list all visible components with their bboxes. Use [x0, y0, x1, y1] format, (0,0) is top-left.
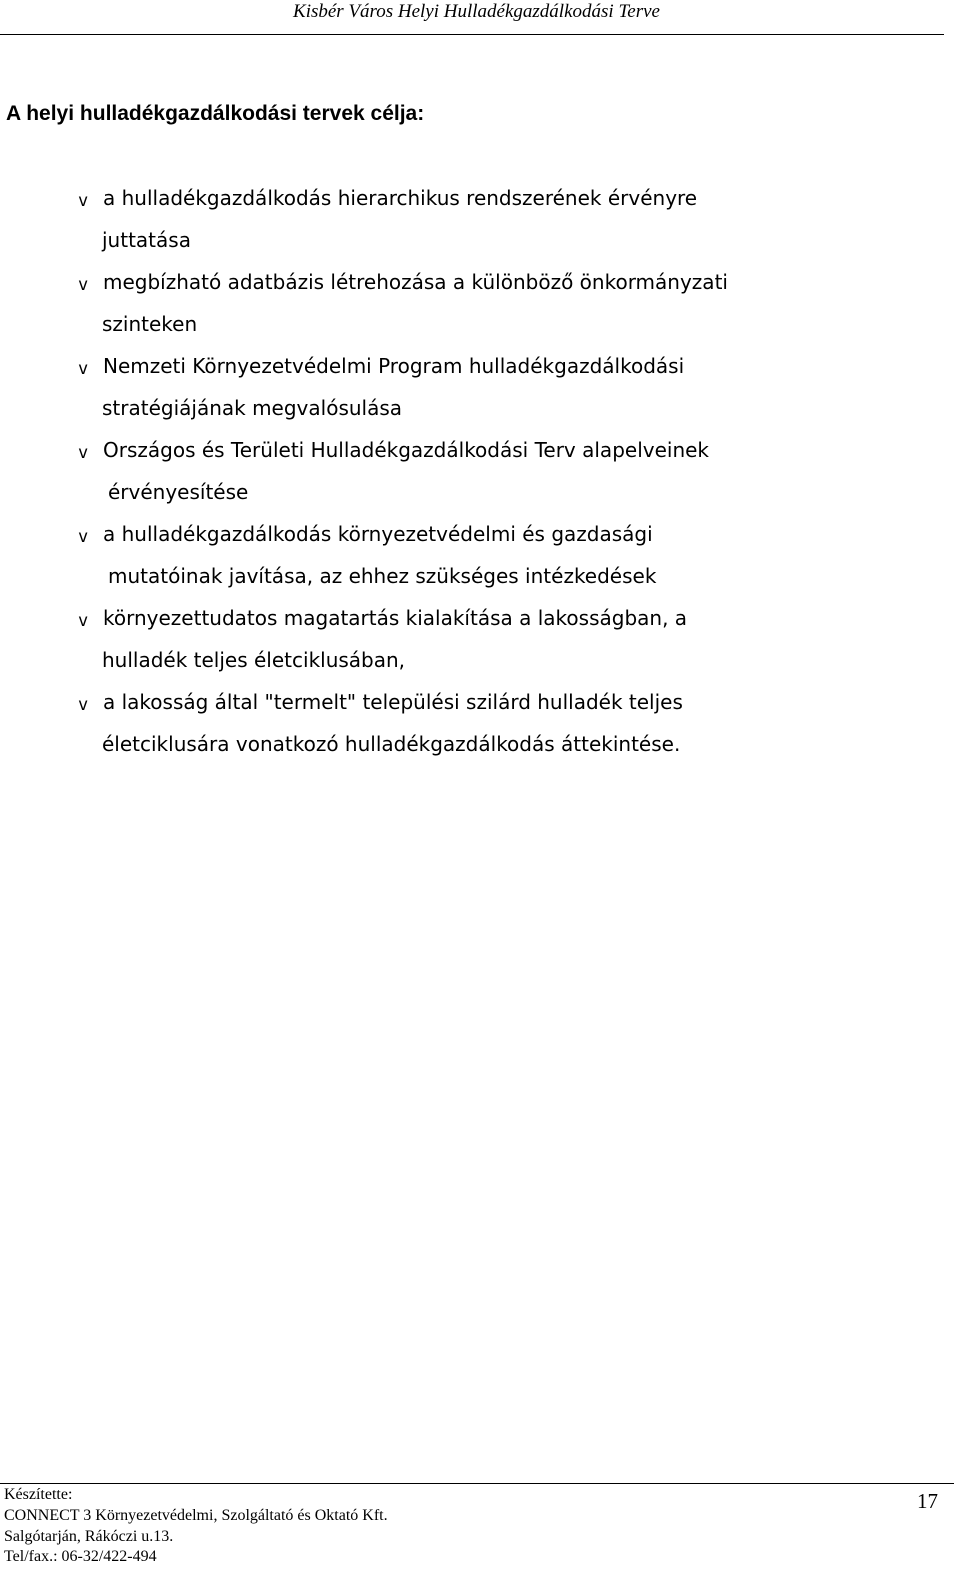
list-item-text-continued: hulladék teljes életciklusában, — [102, 648, 406, 672]
company-address: Salgótarján, Rákóczi u.13. — [4, 1528, 174, 1545]
bullet-marker: v — [78, 443, 89, 463]
list-item-text-continued: életciklusára vonatkozó hulladékgazdálkodás áttekintése. — [102, 732, 681, 756]
bullet-marker: v — [78, 275, 89, 295]
page-header — [0, 0, 944, 35]
page-number: 17 — [917, 1489, 938, 1513]
list-item-text-continued: mutatóinak javítása, az ehhez szükséges intézkedések — [108, 564, 657, 588]
prepared-by-label: Készítette: — [4, 1486, 73, 1503]
bullet-marker: v — [78, 359, 89, 379]
company-phone: Tel/fax.: 06-32/422-494 — [4, 1548, 157, 1565]
bullet-marker: v — [78, 527, 89, 547]
bullet-marker: v — [78, 611, 89, 631]
list-item-text: a hulladékgazdálkodás hierarchikus rendszerének érvényre — [103, 186, 698, 210]
list-item-text-continued: szinteken — [102, 312, 198, 336]
list-item-text: megbízható adatbázis létrehozása a különböző önkormányzati — [103, 270, 728, 294]
list-item-text: Nemzeti Környezetvédelmi Program hulladékgazdálkodási — [103, 354, 685, 378]
company-name: CONNECT 3 Környezetvédelmi, Szolgáltató és Oktató Kft. — [4, 1507, 388, 1524]
document-title: Kisbér Város Helyi Hulladékgazdálkodási Terve — [293, 1, 660, 22]
list-item-text-continued: érvényesítése — [108, 480, 249, 504]
list-item-text: környezettudatos magatartás kialakítása a lakosságban, a — [103, 606, 688, 630]
list-item-text: a hulladékgazdálkodás környezetvédelmi és gazdasági — [103, 522, 653, 546]
bullet-marker: v — [78, 191, 89, 211]
page-footer — [0, 1483, 954, 1565]
list-item-text: a lakosság által "termelt" települési szilárd hulladék teljes — [103, 690, 683, 714]
list-item-text: Országos és Területi Hulladékgazdálkodási Terv alapelveinek — [103, 438, 710, 462]
list-item-text-continued: juttatása — [102, 228, 191, 252]
list-item-text-continued: stratégiájának megvalósulása — [102, 396, 403, 420]
section-heading: A helyi hulladékgazdálkodási tervek célja: — [6, 102, 425, 125]
bullet-marker: v — [78, 695, 89, 715]
